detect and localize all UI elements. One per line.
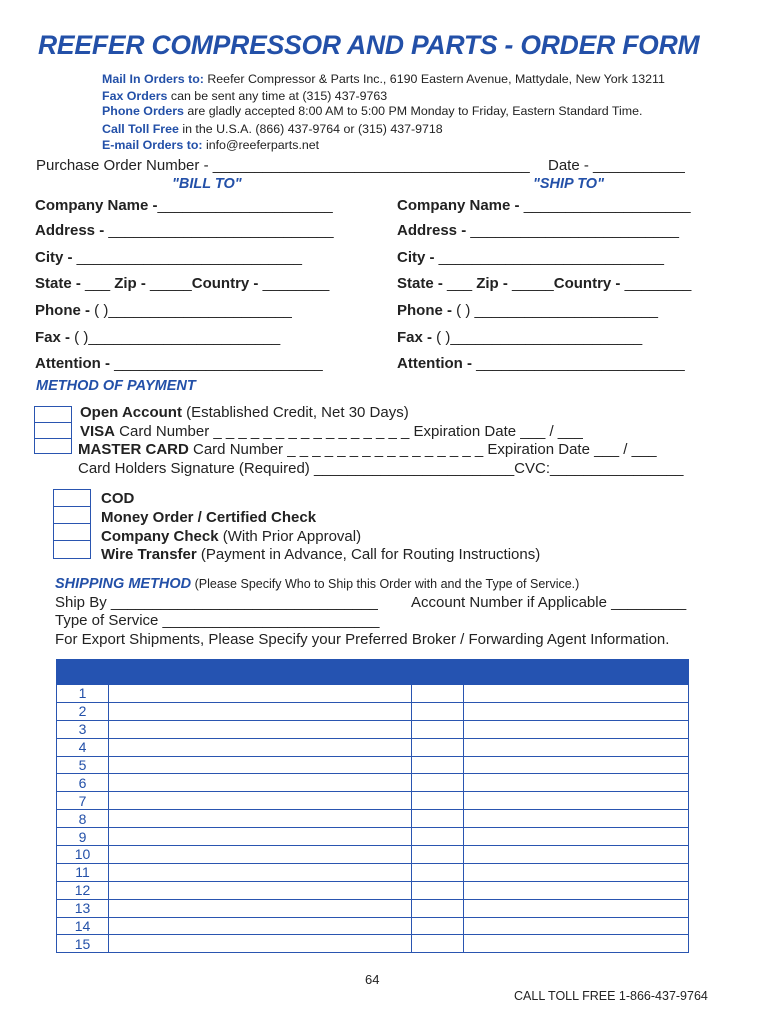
wire-transfer-checkbox[interactable] [53,540,91,559]
row-price-cell[interactable] [464,792,689,810]
shipping-method-header [55,575,579,593]
master-card-text[interactable]: Card Number _ _ _ _ _ _ _ _ _ _ _ _ _ _ _ _ Expiration Date ___ / ___ [188,441,657,458]
bill-attention-field[interactable] [35,355,323,372]
row-price-cell[interactable] [464,917,689,935]
bill-city-field[interactable] [35,249,302,266]
bill-to-header: "BILL TO" [172,176,242,192]
row-number: 12 [57,881,109,899]
master-card-label: MASTER CARD [78,441,189,458]
bill-country-label: Country - [191,275,259,292]
row-price-cell[interactable] [464,738,689,756]
row-description-cell[interactable] [109,774,412,792]
bill-company-field[interactable] [35,197,333,214]
visa-text[interactable]: Card Number _ _ _ _ _ _ _ _ _ _ _ _ _ _ _ _ Expiration Date ___ / ___ [115,423,583,440]
row-quantity-cell[interactable] [412,881,464,899]
shipping-method-instructions: (Please Specify Who to Ship this Order with and the Type of Service.) [191,577,580,591]
ship-attention-field[interactable] [397,355,685,372]
header-cell-number [57,660,109,685]
payment-header: METHOD OF PAYMENT [36,378,196,394]
row-number: 11 [57,863,109,881]
money-order-option [101,509,316,526]
row-price-cell[interactable] [464,756,689,774]
wire-transfer-text: (Payment in Advance, Call for Routing Instructions) [196,546,541,563]
email-line [102,138,319,152]
bill-zip-label: Zip - [114,275,146,292]
row-description-cell[interactable] [109,720,412,738]
footer-toll-free: CALL TOLL FREE 1-866-437-9764 [514,989,708,1003]
row-price-cell[interactable] [464,774,689,792]
card-holder-signature-field[interactable]: Card Holders Signature (Required) ________________________CVC:________________ [78,460,684,477]
table-row [57,720,689,738]
bill-country-blank: ________ [258,275,330,292]
bill-company-label: Company Name - [35,197,158,214]
order-items-table [56,659,689,953]
row-description-cell[interactable] [109,756,412,774]
bill-phone-label: Phone - [35,302,90,319]
row-quantity-cell[interactable] [412,863,464,881]
row-number: 4 [57,738,109,756]
export-instructions: For Export Shipments, Please Specify your Preferred Broker / Forwarding Agent Information. [55,631,670,648]
row-description-cell[interactable] [109,828,412,846]
row-description-cell[interactable] [109,702,412,720]
row-number: 9 [57,828,109,846]
ship-state-label: State - [397,275,443,292]
row-number: 2 [57,702,109,720]
account-number-field[interactable]: Account Number if Applicable _________ [411,594,687,611]
row-description-cell[interactable] [109,899,412,917]
form-title: REEFER COMPRESSOR AND PARTS - ORDER FORM [38,30,700,60]
ship-attention-label: Attention - [397,355,472,372]
bill-address-blank: ___________________________ [108,222,334,239]
table-row [57,774,689,792]
row-quantity-cell[interactable] [412,828,464,846]
row-quantity-cell[interactable] [412,810,464,828]
master-card-checkbox[interactable] [34,438,72,454]
ship-city-blank: ___________________________ [434,249,664,266]
row-price-cell[interactable] [464,935,689,953]
open-account-text: (Established Credit, Net 30 Days) [181,404,409,421]
bill-phone-blank: ( )______________________ [90,302,292,319]
ship-address-label: Address - [397,222,467,239]
table-row [57,702,689,720]
fax-text: can be sent any time at (315) 437-9763 [167,89,388,103]
ship-to-header: "SHIP TO" [533,176,604,192]
date-field[interactable]: Date - ___________ [548,157,685,174]
row-description-cell[interactable] [109,935,412,953]
table-row [57,685,689,703]
row-quantity-cell[interactable] [412,792,464,810]
shipping-method-label: SHIPPING METHOD [55,576,192,592]
row-number: 13 [57,899,109,917]
bill-city-label: City - [35,249,73,266]
row-description-cell[interactable] [109,917,412,935]
row-quantity-cell[interactable] [412,756,464,774]
ship-company-label: Company Name - [397,197,520,214]
mail-in-line [102,72,665,86]
table-row [57,917,689,935]
table-row [57,935,689,953]
row-number: 10 [57,846,109,864]
visa-label: VISA [80,423,116,440]
ship-zip-label: Zip - [476,275,508,292]
row-price-cell[interactable] [464,685,689,703]
ship-by-field[interactable]: Ship By ________________________________ [55,594,378,611]
ship-attention-blank: _________________________ [471,355,685,372]
row-number: 8 [57,810,109,828]
row-number: 3 [57,720,109,738]
row-number: 5 [57,756,109,774]
bill-state-blank: ___ [80,275,115,292]
toll-free-text: in the U.S.A. (866) 437-9764 or (315) 437-9718 [178,122,443,136]
table-row [57,828,689,846]
row-quantity-cell[interactable] [412,774,464,792]
bill-fax-field[interactable] [35,329,280,346]
row-description-cell[interactable] [109,863,412,881]
bill-attention-blank: _________________________ [109,355,323,372]
row-quantity-cell[interactable] [412,935,464,953]
fax-line [102,89,387,103]
row-description-cell[interactable] [109,738,412,756]
ship-company-blank: ____________________ [519,197,691,214]
mail-in-text: Reefer Compressor & Parts Inc., 6190 Eastern Avenue, Mattydale, New York 13211 [203,72,665,86]
row-quantity-cell[interactable] [412,846,464,864]
company-check-option [101,528,361,545]
ship-state-zip-country[interactable] [397,275,691,292]
row-price-cell[interactable] [464,828,689,846]
type-of-service-field[interactable]: Type of Service __________________________ [55,612,380,629]
row-number: 1 [57,685,109,703]
ship-phone-field[interactable] [397,302,658,319]
toll-free-label: Call Toll Free [102,122,179,136]
ship-country-label: Country - [553,275,621,292]
open-account-label: Open Account [80,404,182,421]
table-header-row [57,660,689,685]
ship-fax-label: Fax - [397,329,433,346]
company-check-text: (With Prior Approval) [218,528,362,545]
bill-attention-label: Attention - [35,355,110,372]
row-number: 7 [57,792,109,810]
row-number: 6 [57,774,109,792]
ship-fax-field[interactable] [397,329,642,346]
bill-zip-blank: _____ [145,275,192,292]
phone-line [102,104,642,118]
row-price-cell[interactable] [464,899,689,917]
header-cell-description [109,660,412,685]
bill-city-blank: ___________________________ [76,249,302,266]
row-quantity-cell[interactable] [412,702,464,720]
table-row [57,846,689,864]
row-quantity-cell[interactable] [412,720,464,738]
bill-state-label: State - [35,275,81,292]
phone-text: are gladly accepted 8:00 AM to 5:00 PM Monday to Friday, Eastern Standard Time. [183,104,643,118]
ship-zip-blank: _____ [507,275,554,292]
bill-state-zip-country[interactable] [35,275,329,292]
row-description-cell[interactable] [109,792,412,810]
row-price-cell[interactable] [464,810,689,828]
row-number: 15 [57,935,109,953]
row-quantity-cell[interactable] [412,738,464,756]
master-card-option [78,441,657,458]
table-row [57,899,689,917]
row-price-cell[interactable] [464,720,689,738]
row-description-cell[interactable] [109,685,412,703]
email-label: E-mail Orders to: [102,138,203,152]
ship-address-field[interactable] [397,222,679,239]
row-number: 14 [57,917,109,935]
row-price-cell[interactable] [464,863,689,881]
company-check-label: Company Check [101,528,219,545]
cod-label: COD [101,490,135,507]
row-price-cell[interactable] [464,702,689,720]
cod-option [101,490,134,507]
header-cell-quantity [412,660,464,685]
bill-fax-label: Fax - [35,329,71,346]
row-quantity-cell[interactable] [412,899,464,917]
row-description-cell[interactable] [109,810,412,828]
ship-phone-blank: ( ) ______________________ [452,302,659,319]
page-number: 64 [365,972,380,987]
row-price-cell[interactable] [464,881,689,899]
wire-transfer-option [101,546,540,563]
toll-free-line [102,122,443,136]
purchase-order-field[interactable]: Purchase Order Number - ______________________________________ [36,157,530,174]
phone-label: Phone Orders [102,104,184,118]
money-order-label: Money Order / Certified Check [101,509,317,526]
ship-city-label: City - [397,249,435,266]
bill-phone-field[interactable] [35,302,292,319]
open-account-option [80,404,409,421]
row-price-cell[interactable] [464,846,689,864]
row-description-cell[interactable] [109,881,412,899]
ship-country-blank: ________ [620,275,692,292]
ship-address-blank: _________________________ [466,222,679,239]
email-text: info@reeferparts.net [202,138,320,152]
bill-address-field[interactable] [35,222,334,239]
bill-address-label: Address - [35,222,105,239]
bill-company-blank: _____________________ [157,197,333,214]
table-row [57,881,689,899]
wire-transfer-label: Wire Transfer [101,546,197,563]
row-quantity-cell[interactable] [412,685,464,703]
header-cell-price [464,660,689,685]
visa-option [80,423,583,440]
table-row [57,792,689,810]
table-row [57,863,689,881]
ship-state-blank: ___ [442,275,477,292]
ship-fax-blank: ( )_______________________ [432,329,643,346]
row-quantity-cell[interactable] [412,917,464,935]
ship-phone-label: Phone - [397,302,452,319]
table-row [57,738,689,756]
ship-city-field[interactable] [397,249,664,266]
ship-company-field[interactable] [397,197,691,214]
row-description-cell[interactable] [109,846,412,864]
mail-in-label: Mail In Orders to: [102,72,204,86]
fax-label: Fax Orders [102,89,168,103]
table-row [57,756,689,774]
table-row [57,810,689,828]
bill-fax-blank: ( )_______________________ [70,329,281,346]
